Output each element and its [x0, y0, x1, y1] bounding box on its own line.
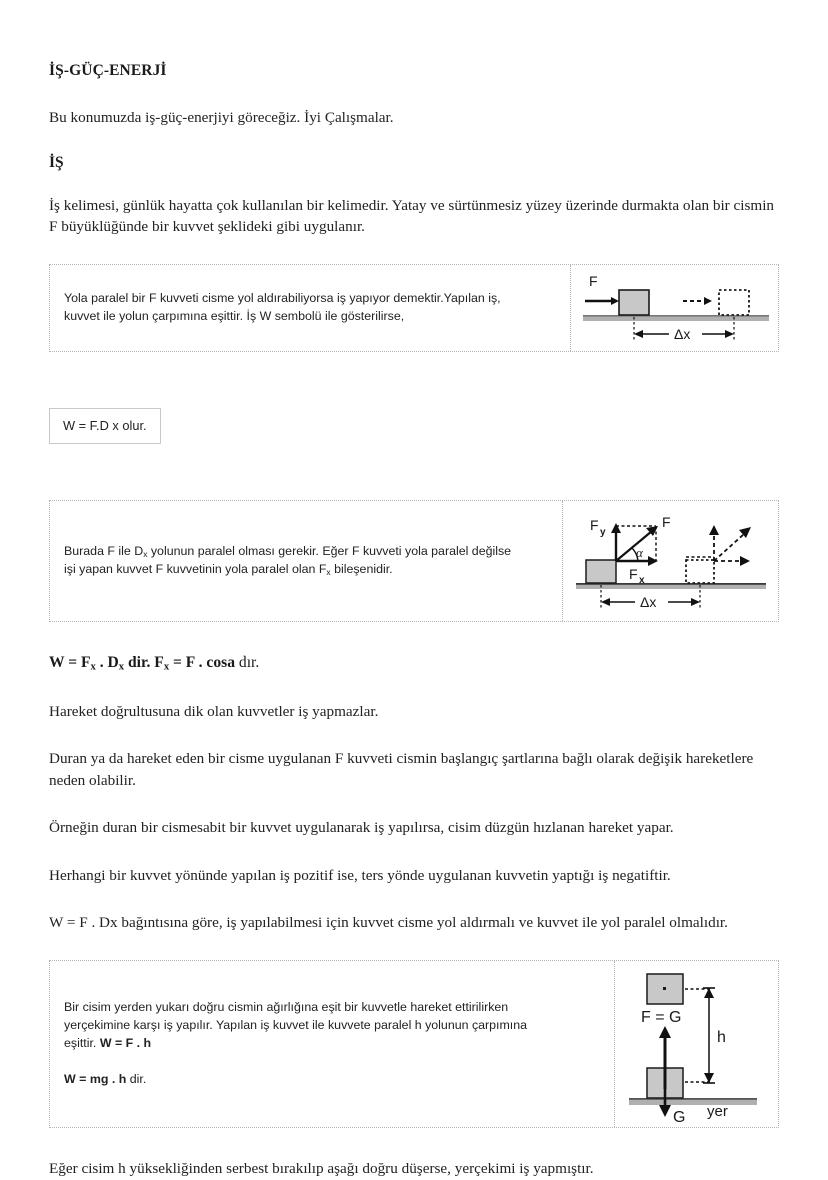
page-title: İŞ-GÜÇ-ENERJİ [49, 62, 167, 79]
section-title-is: İŞ [49, 154, 64, 172]
content-box-3 [49, 960, 779, 1128]
content-box-2-line-2b: bileşenidir. [330, 561, 393, 576]
paragraph-6: W = F . Dx bağıntısına göre, iş yapılabilmesi için kuvvet cisme yol aldırmalı ve kuvvet ile yol paralel olmalıdır. [49, 914, 728, 932]
formula-sub-1: x [90, 661, 96, 673]
content-box-2-figure-cell [562, 501, 778, 621]
content-box-2-line-2-sub: x [326, 566, 331, 577]
paragraph-2: Hareket doğrultusuna dik olan kuvvetler iş yapmazlar. [49, 702, 379, 720]
content-box-3-line-4-reg: dir. [126, 1072, 147, 1086]
content-box-2-line-2a: işi yapan kuvvet F kuvvetinin yola paralel olan F [64, 561, 327, 576]
figure-horizontal-force [575, 268, 775, 348]
paragraph-4: Örneğin duran bir cismesabit bir kuvvet uygulanarak iş yapılırsa, cisim düzgün hızlanan hareket yapar. [49, 819, 674, 837]
figure-3-weight-label: G [672, 1109, 685, 1125]
figure-2-fx-sub: x [638, 574, 645, 586]
content-box-3-line-3a: eşittir. [64, 1036, 100, 1051]
content-box-2-line-1b: yolunun paralel olması gerekir. Eğer F kuvveti yola paralel değilse [147, 543, 512, 558]
paragraph-1: İş kelimesi, günlük hayatta çok kullanılan bir kelimedir. Yatay ve sürtünmesiz yüzey üzerinde durmakta olan bir cismin F büyüklüğünde bir kuvvet şeklideki gibi uygulanır. [49, 196, 775, 236]
paragraph-3: Duran ya da hareket eden bir cisme uygulanan F kuvveti cismin başlangıç şartlarına bağlı olarak değişik hareketlere neden olabilir. [49, 750, 754, 789]
content-box-3-figure-cell [614, 961, 778, 1127]
formula-box-wrapper [49, 408, 779, 444]
figure-1-force-label: F [588, 272, 598, 289]
formula-bold-part: W = F [49, 653, 91, 671]
figure-force-components [568, 505, 774, 617]
figure-3-height-label: h [716, 1029, 726, 1047]
formula-mid-2: dir. F [124, 653, 164, 671]
content-box-2-line-1a: Burada F ile D [64, 543, 144, 558]
formula-box-w-equals-fd: W = F.D x olur. [49, 408, 161, 444]
formula-line-wx-dx [49, 652, 779, 675]
formula-sub-2: x [118, 661, 125, 673]
content-box-3-line-4-bold: W = mg . h [64, 1072, 127, 1086]
paragraph-5: Herhangi bir kuvvet yönünde yapılan iş pozitif ise, ters yönde uygulanan kuvvetin yaptığı iş negatiftir. [49, 866, 671, 884]
figure-2-fy-label: F [589, 516, 599, 533]
formula-mid-3: = F . cosa [169, 653, 236, 671]
content-box-1-line-1: Yola paralel bir F kuvveti cisme yol aldırabiliyorsa iş yapıyor demektir.Yapılan iş, [64, 290, 501, 305]
figure-vertical-lift [619, 964, 775, 1124]
content-box-2 [49, 500, 779, 622]
content-box-1-text-cell [50, 265, 570, 351]
content-box-2-line-1-sub: x [143, 548, 148, 559]
figure-2-fx-label: F [628, 565, 638, 582]
content-box-2-text [64, 543, 511, 579]
figure-2-fy-sub: y [599, 526, 606, 538]
content-box-1-line-2: kuvvet ile yolun çarpımına eşittir. İş W sembolü ile gösterilirse, [64, 308, 405, 323]
formula-sub-3: x [163, 661, 170, 673]
content-box-3-line-2: yerçekimine karşı iş yapılır. Yapılan iş kuvvet ile kuvvete paralel h yolunun çarpımına [64, 1018, 528, 1033]
content-box-3-line-1: Bir cisim yerden yukarı doğru cismin ağırlığına eşit bir kuvvetle hareket ettirilirken [64, 1000, 509, 1015]
paragraph-7: Eğer cisim h yüksekliğinden serbest bırakılıp aşağı doğru düşerse, yerçekimi iş yapmıştır. [49, 1160, 594, 1178]
figure-2-distance-label: Δx [639, 593, 656, 610]
content-box-3-text [64, 999, 527, 1089]
formula-mid-1: . D [95, 653, 119, 671]
figure-2-f-label: F [661, 513, 671, 530]
figure-3-ground-label: yer [706, 1103, 728, 1121]
figure-1-distance-label: Δx [673, 325, 690, 342]
intro-paragraph: Bu konumuzda iş-güç-enerjiyi göreceğiz. İyi Çalışmalar. [49, 108, 394, 126]
figure-3-force-label: F = G [640, 1009, 681, 1027]
content-box-1 [49, 264, 779, 352]
figure-2-angle-label: α [635, 544, 643, 560]
content-box-1-figure-cell [570, 265, 778, 351]
content-box-3-text-cell [50, 961, 614, 1127]
content-box-1-text [64, 290, 501, 326]
formula-reg-part: dır. [235, 653, 260, 671]
content-box-3-line-3-bold: W = F . h [99, 1036, 152, 1051]
content-box-2-text-cell [50, 501, 562, 621]
